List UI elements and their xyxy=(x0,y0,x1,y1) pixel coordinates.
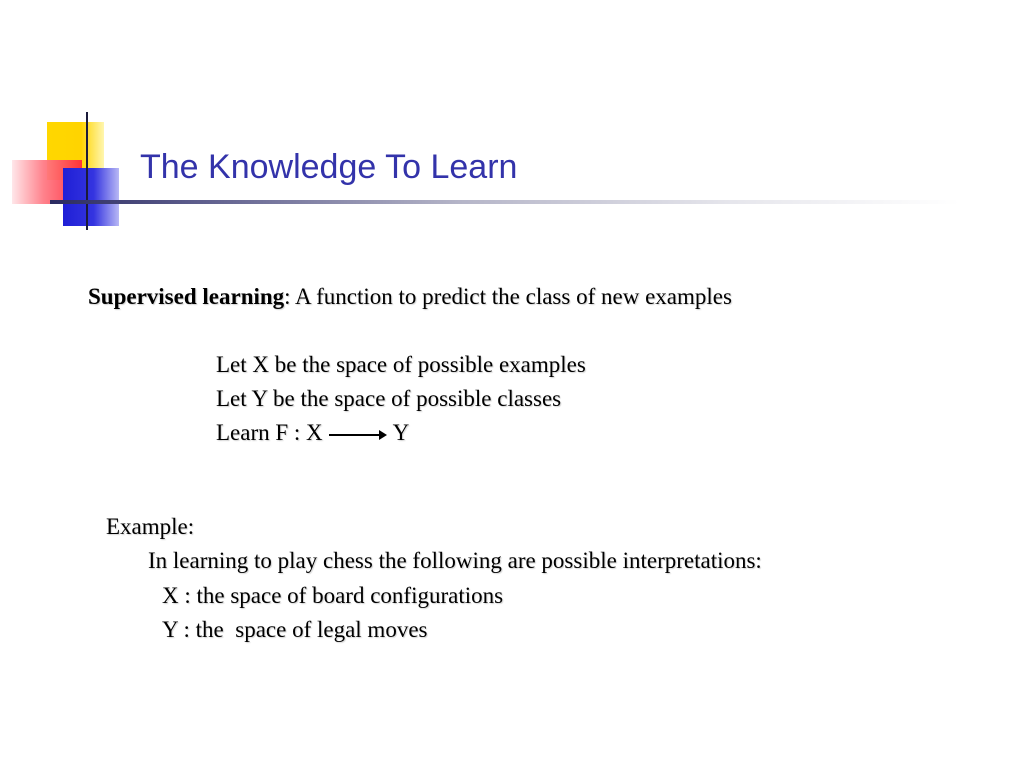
space-x-line: Let X be the space of possible examples xyxy=(216,352,586,377)
example-y-definition: Y : the space of legal moves xyxy=(162,617,428,642)
supervised-learning-definition: : A function to predict the class of new examples xyxy=(284,284,732,309)
title-underline xyxy=(50,200,960,204)
decorative-vertical-line xyxy=(86,112,88,230)
learn-function-prefix: Learn F : X xyxy=(216,420,323,445)
learn-function-target: Y xyxy=(392,420,410,445)
supervised-learning-line xyxy=(88,284,732,310)
example-heading: Example: xyxy=(106,514,195,539)
decorative-blue-square xyxy=(63,168,119,226)
example-intro: In learning to play chess the following are possible interpretations: xyxy=(148,548,762,573)
example-x-definition: X : the space of board configurations xyxy=(162,583,504,608)
slide-title: The Knowledge To Learn xyxy=(140,148,518,186)
space-y-line: Let Y be the space of possible classes xyxy=(216,386,562,411)
supervised-learning-term: Supervised learning xyxy=(88,284,285,309)
right-arrow-icon xyxy=(329,434,385,436)
learn-function-line xyxy=(216,420,409,446)
